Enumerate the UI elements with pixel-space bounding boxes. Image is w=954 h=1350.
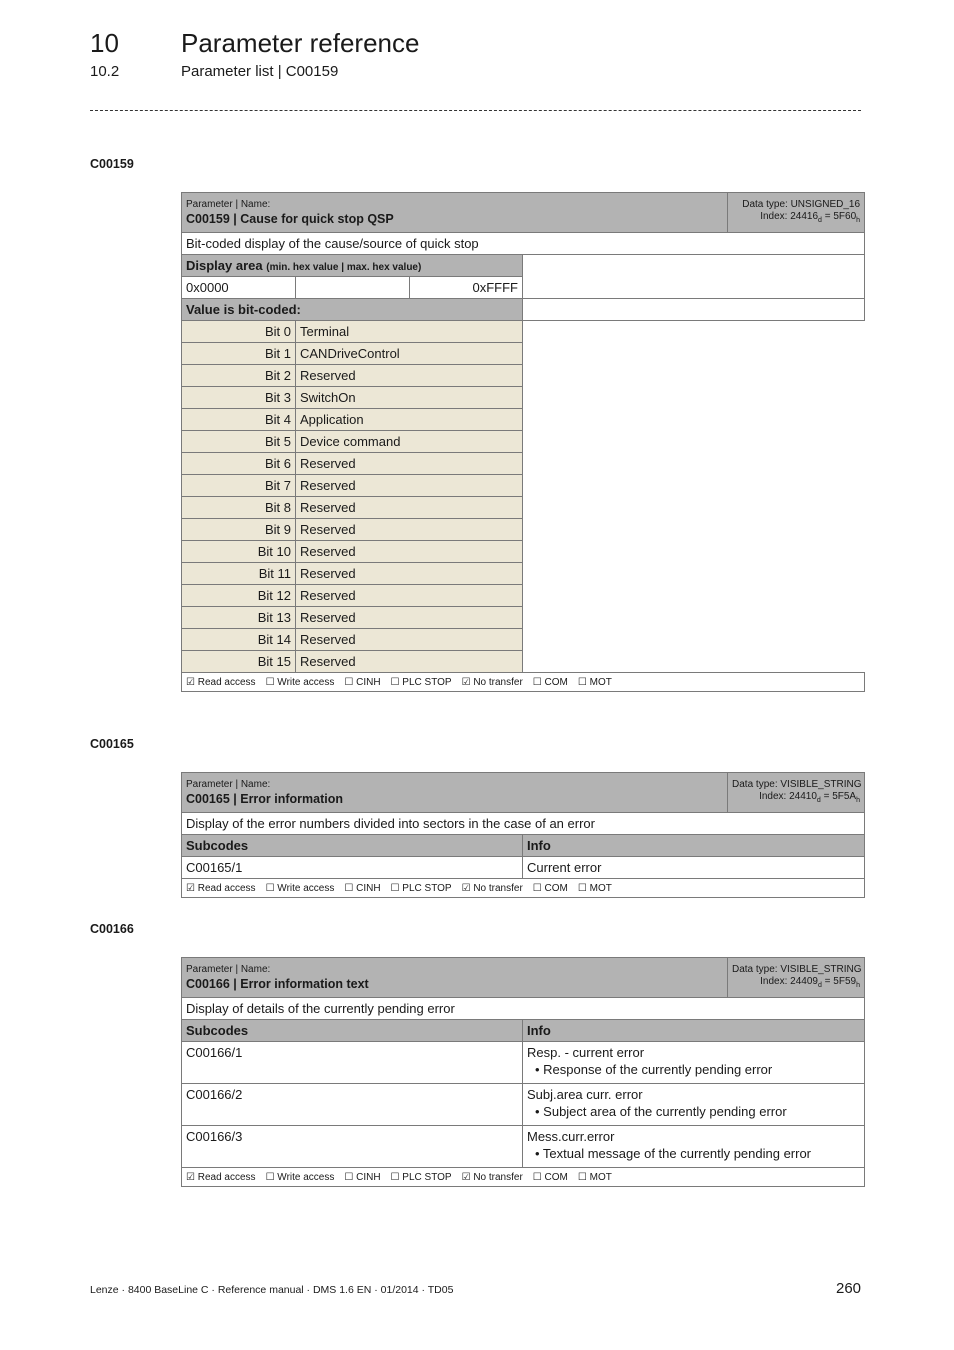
bit-number: Bit 3	[182, 387, 296, 409]
access-flag: ☐ Write access	[265, 1171, 335, 1183]
bit-name: Reserved	[296, 607, 523, 629]
bitcoded-header: Value is bit-coded:	[182, 299, 523, 321]
bit-name: Reserved	[296, 365, 523, 387]
access-flag: ☐ Write access	[265, 882, 335, 894]
access-flag: ☐ PLC STOP	[390, 676, 452, 688]
param-description: Display of details of the currently pending error	[182, 998, 865, 1020]
param-name: C00159 | Cause for quick stop QSP	[186, 211, 394, 226]
section-label-c00166: C00166	[90, 922, 134, 936]
min-value: 0x0000	[182, 277, 296, 299]
subcodes-header: Subcodes	[182, 835, 523, 857]
bit-number: Bit 15	[182, 651, 296, 673]
bit-name: CANDriveControl	[296, 343, 523, 365]
data-type: Data type: VISIBLE_STRING	[732, 963, 862, 975]
subcode-info: Mess.curr.error • Textual message of the currently pending error	[523, 1126, 865, 1168]
subcode-info: Resp. - current error • Response of the currently pending error	[523, 1042, 865, 1084]
index: Index: $24410_d = 5F5A_h$	[759, 790, 861, 804]
access-flag: ☐ CINH	[344, 882, 381, 894]
access-flag: ☐ MOT	[577, 882, 612, 894]
access-flag: ☑ No transfer	[461, 1171, 523, 1183]
display-area-header: Display area (min. hex value | max. hex value)	[182, 255, 523, 277]
empty-cell	[523, 255, 865, 299]
access-flag: ☐ MOT	[577, 676, 612, 688]
param-label: Parameter | Name:	[186, 963, 271, 975]
bit-number: Bit 7	[182, 475, 296, 497]
param-label: Parameter | Name:	[186, 198, 271, 210]
param-name-cell	[182, 958, 728, 998]
access-flag: ☐ MOT	[577, 1171, 612, 1183]
bit-name: Application	[296, 409, 523, 431]
parameter-table-c00159	[181, 192, 865, 692]
bit-number: Bit 0	[182, 321, 296, 343]
index: Index: $24409_d = 5F59_h$	[760, 975, 860, 989]
param-name: C00166 | Error information text	[186, 976, 369, 991]
access-flag: ☐ CINH	[344, 1171, 381, 1183]
bit-number: Bit 6	[182, 453, 296, 475]
data-type-cell	[728, 193, 865, 233]
bit-number: Bit 2	[182, 365, 296, 387]
header-divider	[90, 110, 861, 111]
access-flag: ☑ No transfer	[461, 882, 523, 894]
bit-name: SwitchOn	[296, 387, 523, 409]
param-label: Parameter | Name:	[186, 778, 271, 790]
footer-text: Lenze · 8400 BaseLine C · Reference manual · DMS 1.6 EN · 01/2014 · TD05	[90, 1284, 454, 1296]
page-number: 260	[836, 1280, 862, 1297]
bit-number: Bit 1	[182, 343, 296, 365]
bit-number: Bit 11	[182, 563, 296, 585]
bit-number: Bit 4	[182, 409, 296, 431]
section-label-c00165: C00165	[90, 737, 134, 751]
bit-number: Bit 5	[182, 431, 296, 453]
parameter-table-c00166	[181, 957, 865, 1187]
param-name-cell	[182, 193, 728, 233]
bit-number: Bit 9	[182, 519, 296, 541]
subcodes-header: Subcodes	[182, 1020, 523, 1042]
data-type-cell	[728, 958, 865, 998]
data-type: Data type: UNSIGNED_16	[742, 198, 861, 210]
section-title: Parameter list | C00159	[181, 63, 339, 80]
bit-number: Bit 10	[182, 541, 296, 563]
subcode: C00166/3	[182, 1126, 523, 1168]
bit-name: Device command	[296, 431, 523, 453]
subcode: C00165/1	[182, 857, 523, 879]
access-flags	[182, 879, 865, 898]
access-flag: ☐ COM	[532, 676, 568, 688]
access-flag: ☐ PLC STOP	[390, 882, 452, 894]
access-flag: ☐ PLC STOP	[390, 1171, 452, 1183]
max-value: 0xFFFF	[410, 277, 523, 299]
info-header: Info	[523, 835, 865, 857]
bit-number: Bit 12	[182, 585, 296, 607]
bit-name: Terminal	[296, 321, 523, 343]
bit-name: Reserved	[296, 519, 523, 541]
bit-name: Reserved	[296, 453, 523, 475]
access-flag: ☐ Write access	[265, 676, 335, 688]
subcode-info: Subj.area curr. error • Subject area of the currently pending error	[523, 1084, 865, 1126]
param-name-cell	[182, 773, 728, 813]
section-number: 10.2	[90, 63, 120, 80]
info-header: Info	[523, 1020, 865, 1042]
data-type: Data type: VISIBLE_STRING	[732, 778, 862, 790]
bit-name: Reserved	[296, 629, 523, 651]
bit-name: Reserved	[296, 585, 523, 607]
chapter-number: 10	[90, 28, 119, 58]
bit-name: Reserved	[296, 651, 523, 673]
access-flag: ☐ COM	[532, 1171, 568, 1183]
param-name: C00165 | Error information	[186, 791, 344, 806]
empty-cell	[296, 277, 410, 299]
section-label-c00159: C00159	[90, 157, 134, 171]
data-type-cell	[728, 773, 865, 813]
access-flags	[182, 673, 865, 692]
access-flag: ☑ No transfer	[461, 676, 523, 688]
bit-number: Bit 14	[182, 629, 296, 651]
parameter-table-c00165	[181, 772, 865, 898]
access-flag: ☑ Read access	[186, 676, 256, 688]
bit-name: Reserved	[296, 563, 523, 585]
subcode: C00166/2	[182, 1084, 523, 1126]
access-flag: ☑ Read access	[186, 882, 256, 894]
subcode: C00166/1	[182, 1042, 523, 1084]
empty-cell	[523, 299, 865, 321]
index: Index: $24416_d = 5F60_h$	[760, 210, 861, 224]
param-description: Bit-coded display of the cause/source of quick stop	[182, 233, 865, 255]
bit-name: Reserved	[296, 541, 523, 563]
access-flag: ☐ CINH	[344, 676, 381, 688]
bit-number: Bit 13	[182, 607, 296, 629]
bit-number: Bit 8	[182, 497, 296, 519]
bit-name: Reserved	[296, 475, 523, 497]
access-flag: ☑ Read access	[186, 1171, 256, 1183]
param-description: Display of the error numbers divided into sectors in the case of an error	[182, 813, 865, 835]
access-flag: ☐ COM	[532, 882, 568, 894]
access-flags	[182, 1168, 865, 1187]
chapter-title: Parameter reference	[181, 28, 420, 58]
subcode-info: Current error	[523, 857, 865, 879]
bit-name: Reserved	[296, 497, 523, 519]
